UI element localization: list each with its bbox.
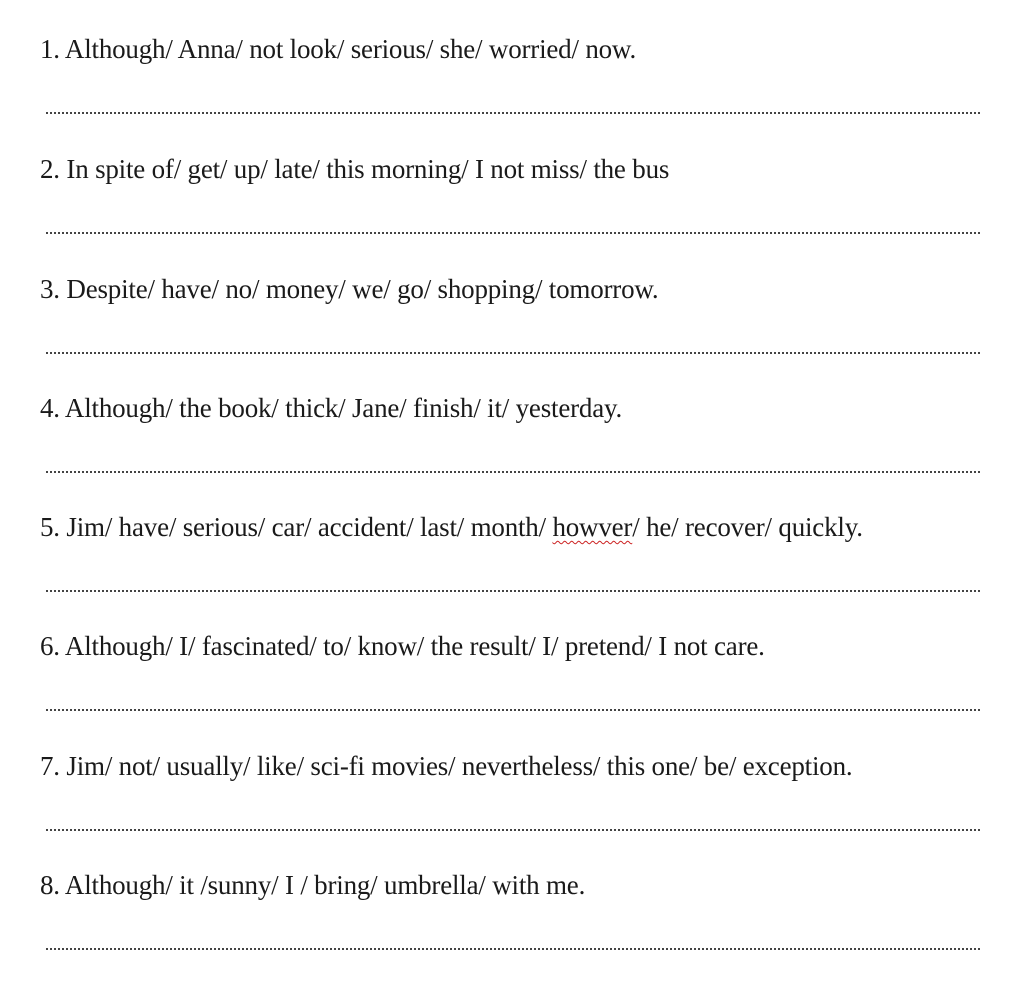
exercise-cues: Although/ it /sunny/ I / bring/ umbrella/ with me. xyxy=(64,870,586,900)
exercise-number: 8. xyxy=(40,870,60,900)
answer-line[interactable] xyxy=(46,352,980,354)
answer-line[interactable] xyxy=(46,590,980,592)
exercise-prompt xyxy=(40,510,863,544)
exercise-3 xyxy=(40,272,980,392)
exercise-6 xyxy=(40,629,980,749)
answer-line[interactable] xyxy=(46,471,980,473)
exercise-1 xyxy=(40,32,980,152)
exercise-cues-end: / he/ recover/ quickly. xyxy=(632,512,863,542)
exercise-8 xyxy=(40,868,980,988)
exercise-4 xyxy=(40,391,980,511)
misspelled-word: howver xyxy=(552,512,633,542)
exercise-cues: In spite of/ get/ up/ late/ this morning/ I not miss/ the bus xyxy=(66,154,670,184)
exercise-2 xyxy=(40,152,980,272)
answer-line[interactable] xyxy=(46,948,980,950)
exercise-cues: Although/ I/ fascinated/ to/ know/ the result/ I/ pretend/ I not care. xyxy=(64,631,765,661)
exercise-cues: Although/ the book/ thick/ Jane/ finish/ it/ yesterday. xyxy=(64,393,623,423)
exercise-number: 5. xyxy=(40,512,60,542)
exercise-7 xyxy=(40,749,980,869)
exercise-prompt xyxy=(40,629,765,663)
answer-line[interactable] xyxy=(46,709,980,711)
exercise-prompt xyxy=(40,152,669,186)
exercise-prompt xyxy=(40,868,585,902)
answer-line[interactable] xyxy=(46,112,980,114)
answer-line[interactable] xyxy=(46,232,980,234)
exercise-cues: Although/ Anna/ not look/ serious/ she/ worried/ now. xyxy=(64,34,637,64)
exercise-prompt xyxy=(40,32,636,66)
exercise-number: 7. xyxy=(40,751,60,781)
exercise-prompt xyxy=(40,272,658,306)
exercise-number: 6. xyxy=(40,631,60,661)
exercise-prompt xyxy=(40,391,622,425)
exercise-cues: Jim/ not/ usually/ like/ sci-fi movies/ nevertheless/ this one/ be/ exception. xyxy=(66,751,853,781)
exercise-number: 4. xyxy=(40,393,60,423)
exercise-number: 3. xyxy=(40,274,60,304)
answer-line[interactable] xyxy=(46,829,980,831)
exercise-5 xyxy=(40,510,980,630)
exercise-cues-start: Jim/ have/ serious/ car/ accident/ last/ month/ xyxy=(66,512,553,542)
exercise-number: 1. xyxy=(40,34,60,64)
exercise-cues: Despite/ have/ no/ money/ we/ go/ shopping/ tomorrow. xyxy=(66,274,659,304)
exercise-number: 2. xyxy=(40,154,60,184)
exercise-prompt xyxy=(40,749,852,783)
